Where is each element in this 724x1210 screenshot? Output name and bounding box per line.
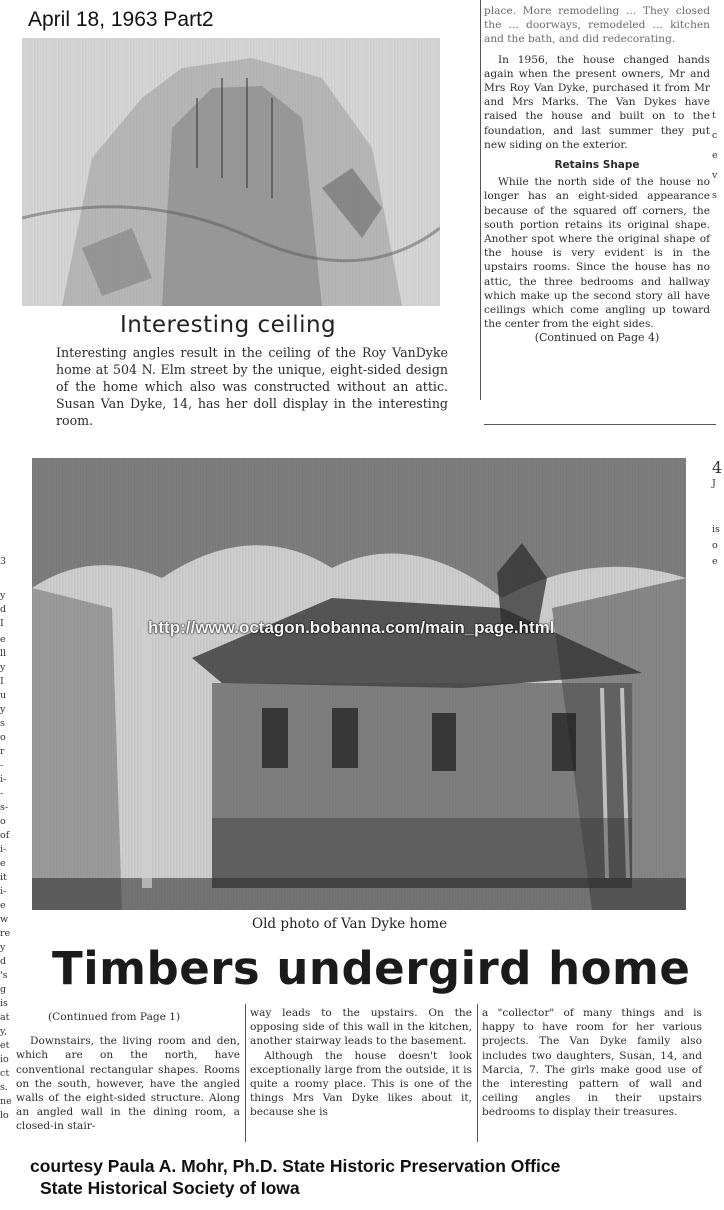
edge-fragment: s xyxy=(0,718,5,729)
edge-fragment: is xyxy=(0,998,8,1009)
edge-fragment: I xyxy=(0,618,4,629)
edge-fragment: y xyxy=(0,662,6,673)
edge-fragment: o xyxy=(712,540,718,551)
continued-from-note: (Continued from Page 1) xyxy=(48,1011,181,1023)
edge-fragment: d xyxy=(0,956,7,967)
edge-fragment: 3 xyxy=(0,556,7,567)
edge-fragment: - xyxy=(0,788,4,799)
edge-fragment: 's xyxy=(0,970,8,981)
edge-fragment: w xyxy=(0,914,9,925)
edge-fragment: re xyxy=(0,928,11,939)
edge-fragment: it xyxy=(0,872,7,883)
edge-fragment: c xyxy=(712,130,718,141)
credit-line-1: courtesy Paula A. Mohr, Ph.D. State Historic Preservation Office xyxy=(30,1156,561,1176)
article-paragraph: a "collector" of many things and is happy to have room for her various projects. The Van Dyke family also includes two daughters, Susan, 14, and Marcia, 7. The girls make good use of the interesting pattern of wall and ceiling angles in their upstairs bedrooms to display their treasures. xyxy=(482,1007,702,1119)
faded-fragment: place. More remodeling ... They closed the ... doorways, remodeled ... kitchen and the bath, and did redecorating. xyxy=(484,5,710,46)
edge-fragment: u xyxy=(0,690,7,701)
column-divider xyxy=(480,0,481,400)
continued-note: (Continued on Page 4) xyxy=(534,331,660,345)
edge-fragment: d xyxy=(0,604,7,615)
edge-fragment: e xyxy=(712,150,718,161)
edge-fragment: lo xyxy=(0,1110,9,1121)
article-paragraph: Although the house doesn't look exceptionally large from the outside, it is quite a roomy place. This is one of the things Mrs Van Dyke likes about it, because she is xyxy=(250,1049,472,1119)
edge-fragment: v xyxy=(712,170,718,181)
edge-fragment: s xyxy=(712,190,717,201)
edge-fragment: I xyxy=(0,676,4,687)
article-column-1 xyxy=(16,1010,240,1134)
top-right-column xyxy=(484,4,710,346)
article-column-2 xyxy=(250,1006,472,1120)
article-paragraph: In 1956, the house changed hands again when the present owners, Mr and Mrs Roy Van Dyke, purchased it from Mr and Mrs Marks. The Van Dykes have raised the house and built on to the foundation, and last summer they put new siding on the exterior. xyxy=(484,53,710,151)
ceiling-photo xyxy=(22,38,440,306)
edge-fragment: i- xyxy=(0,774,7,785)
edge-fragment: y xyxy=(0,590,6,601)
article-headline: Timbers undergird home xyxy=(52,942,691,995)
house-photo-caption: Old photo of Van Dyke home xyxy=(252,916,448,932)
column-divider xyxy=(477,1004,478,1142)
edge-fragment: ne xyxy=(0,1096,12,1107)
photo-watermark: http://www.octagon.bobanna.com/main_page.html xyxy=(148,618,555,637)
article-paragraph: Downstairs, the living room and den, which are on the north, have conventional rectangular shapes. Rooms on the south, however, have the angled walls of the eight-sided structure. Along an angled wall in the dining room, a closed-in stair- xyxy=(16,1035,240,1133)
edge-fragment: ll xyxy=(0,648,7,659)
edge-fragment: r xyxy=(0,746,5,757)
edge-fragment: g xyxy=(0,984,7,995)
edge-fragment: of xyxy=(0,830,10,841)
page-date-label: April 18, 1963 Part2 xyxy=(28,8,214,31)
house-photo xyxy=(32,458,686,910)
edge-fragment: et xyxy=(0,1040,10,1051)
article-paragraph: While the north side of the house no longer has an eight-sided appearance because of the squared off corners, the south portion retains its original shape. Another spot where the original shape of the house is very evident is in the upstairs rooms. Since the house has no attic, the three bedrooms and hallway which make up the second story all have ceilings which come angling up toward the center from the eight sides. xyxy=(484,176,710,331)
edge-fragment: ct xyxy=(0,1068,10,1079)
edge-fragment: s- xyxy=(0,802,9,813)
edge-fragment: - xyxy=(0,760,4,771)
ceiling-photo-title: Interesting ceiling xyxy=(120,312,337,338)
edge-fragment: y, xyxy=(0,1026,8,1037)
edge-fragment: o xyxy=(0,816,6,827)
article-column-3 xyxy=(482,1006,702,1120)
ceiling-photo-caption: Interesting angles result in the ceiling of the Roy VanDyke home at 504 N. Elm street by the unique, eight-sided design of the home which also was constructed without an attic. Susan Van Dyke, 14, has her doll display in the interesting room. xyxy=(56,345,448,428)
edge-fragment: i- xyxy=(0,886,7,897)
edge-fragment: is xyxy=(712,524,720,535)
column-divider xyxy=(245,1004,246,1142)
edge-fragment: i- xyxy=(0,844,7,855)
edge-fragment: io xyxy=(0,1054,9,1065)
section-subhead: Retains Shape xyxy=(554,159,640,172)
article-paragraph: way leads to the upstairs. On the opposing side of this wall in the kitchen, another stairway leads to the basement. xyxy=(250,1007,472,1048)
section-divider xyxy=(484,424,716,425)
edge-fragment: e xyxy=(0,900,6,911)
credit-line-2: State Historical Society of Iowa xyxy=(40,1178,300,1198)
edge-fragment: 4 xyxy=(712,458,723,477)
edge-fragment: J xyxy=(712,478,716,489)
edge-fragment: e xyxy=(712,556,718,567)
edge-fragment: e xyxy=(0,634,6,645)
edge-fragment: s. xyxy=(0,1082,8,1093)
edge-fragment: y xyxy=(0,942,6,953)
edge-fragment: o xyxy=(0,732,6,743)
edge-fragment: t xyxy=(712,110,716,121)
edge-fragment: e xyxy=(0,858,6,869)
edge-fragment: y xyxy=(0,704,6,715)
edge-fragment: at xyxy=(0,1012,10,1023)
